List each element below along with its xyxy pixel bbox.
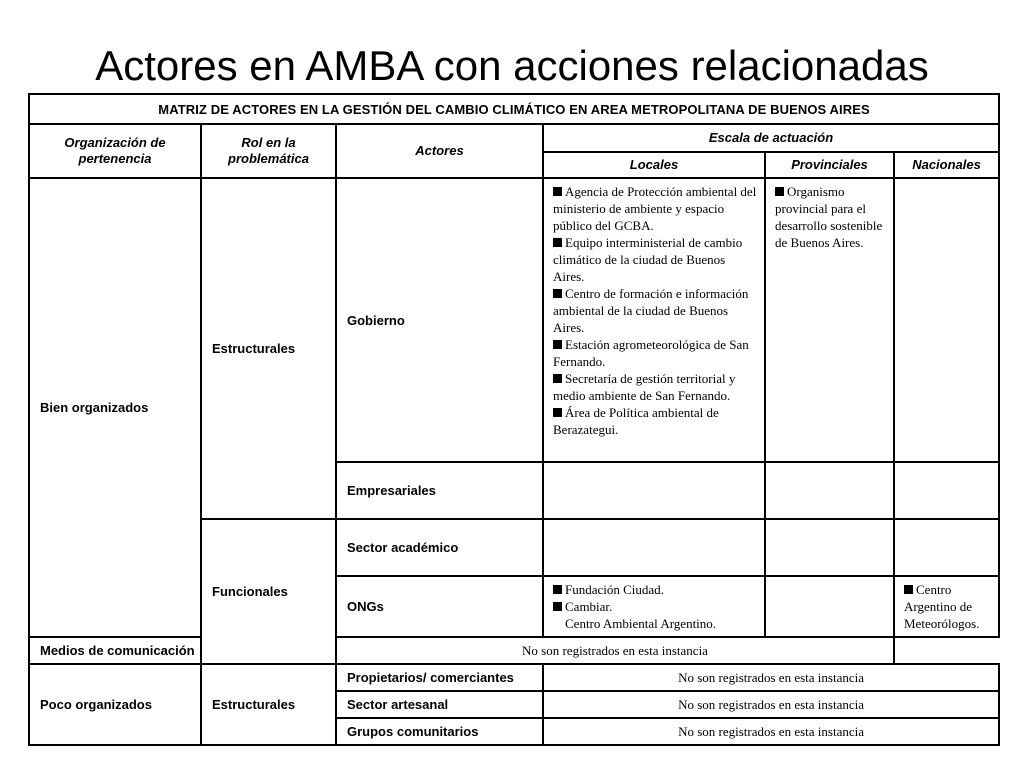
table-row-medios [29,637,999,664]
actor-medios: Medios de comunicación [29,637,201,664]
header-locales: Locales [543,152,765,178]
actor-empresariales: Empresariales [336,462,543,519]
square-bullet-icon [553,340,562,349]
list-item: Área de Política ambiental de Berazategui. [553,405,719,437]
square-bullet-icon [553,602,562,611]
square-bullet-icon [553,289,562,298]
square-bullet-icon [553,238,562,247]
header-rol: Rol en la problemática [201,124,336,178]
empresariales-provinciales-cell [765,462,894,519]
list-item: Secretaría de gestión territorial y medio ambiente de San Fernando. [553,371,736,403]
ongs-provinciales-cell [765,576,894,637]
header-row-1 [29,124,999,152]
no-registrados-note: No son registrados en esta instancia [543,718,999,745]
header-organizacion: Organización de pertenencia [29,124,201,178]
header-escala: Escala de actuación [543,124,999,152]
square-bullet-icon [775,187,784,196]
academico-provinciales-cell [765,519,894,576]
square-bullet-icon [553,187,562,196]
list-item: Organismo provincial para el desarrollo sostenible de Buenos Aires. [775,184,883,250]
list-item: Agencia de Protección ambiental del ministerio de ambiente y espacio público del GCBA. [553,184,757,233]
matrix-title-row [29,94,999,124]
header-provinciales: Provinciales [765,152,894,178]
list-item-continuation: Centro Ambiental Argentino. [565,616,717,631]
actor-ongs: ONGs [336,576,543,637]
matrix-title: MATRIZ DE ACTORES EN LA GESTIÓN DEL CAMBIO CLIMÁTICO EN AREA METROPOLITANA DE BUENOS AIRES [29,94,999,124]
actor-gobierno: Gobierno [336,178,543,462]
square-bullet-icon [904,585,913,594]
list-item: Estación agrometeorológica de San Fernando. [553,337,749,369]
actor-sector-academico: Sector académico [336,519,543,576]
square-bullet-icon [553,374,562,383]
actors-matrix-table [28,93,1000,746]
list-item: Centro Argentino de Meteorólogos. [904,582,980,631]
empresariales-nacionales-cell [894,462,999,519]
gobierno-locales-cell [543,178,765,462]
square-bullet-icon [553,585,562,594]
actor-sector-artesanal: Sector artesanal [336,691,543,718]
ongs-nacionales-cell [894,576,999,637]
page-title: Actores en AMBA con acciones relacionadas [95,42,929,89]
list-item: Cambiar. [553,598,758,615]
actor-propietarios: Propietarios/ comerciantes [336,664,543,691]
org-bien-organizados: Bien organizados [29,178,201,637]
ongs-locales-cell [543,576,765,637]
gobierno-provinciales-cell [765,178,894,462]
gobierno-nacionales-cell [894,178,999,462]
header-nacionales: Nacionales [894,152,999,178]
square-bullet-icon [553,408,562,417]
no-registrados-note: No son registrados en esta instancia [543,691,999,718]
rol-estructurales-poco: Estructurales [201,664,336,745]
no-registrados-note: No son registrados en esta instancia [336,637,894,664]
academico-locales-cell [543,519,765,576]
table-row-gobierno [29,178,999,462]
table-row-propietarios [29,664,999,691]
rol-funcionales: Funcionales [201,519,336,664]
org-poco-organizados: Poco organizados [29,664,201,745]
academico-nacionales-cell [894,519,999,576]
list-item: Equipo interministerial de cambio climático de la ciudad de Buenos Aires. [553,235,743,284]
header-actores: Actores [336,124,543,178]
list-item: Fundación Ciudad. [553,581,758,598]
no-registrados-note: No son registrados en esta instancia [543,664,999,691]
rol-estructurales: Estructurales [201,178,336,519]
actor-grupos-comunitarios: Grupos comunitarios [336,718,543,745]
list-item: Centro de formación e información ambiental de la ciudad de Buenos Aires. [553,286,749,335]
empresariales-locales-cell [543,462,765,519]
